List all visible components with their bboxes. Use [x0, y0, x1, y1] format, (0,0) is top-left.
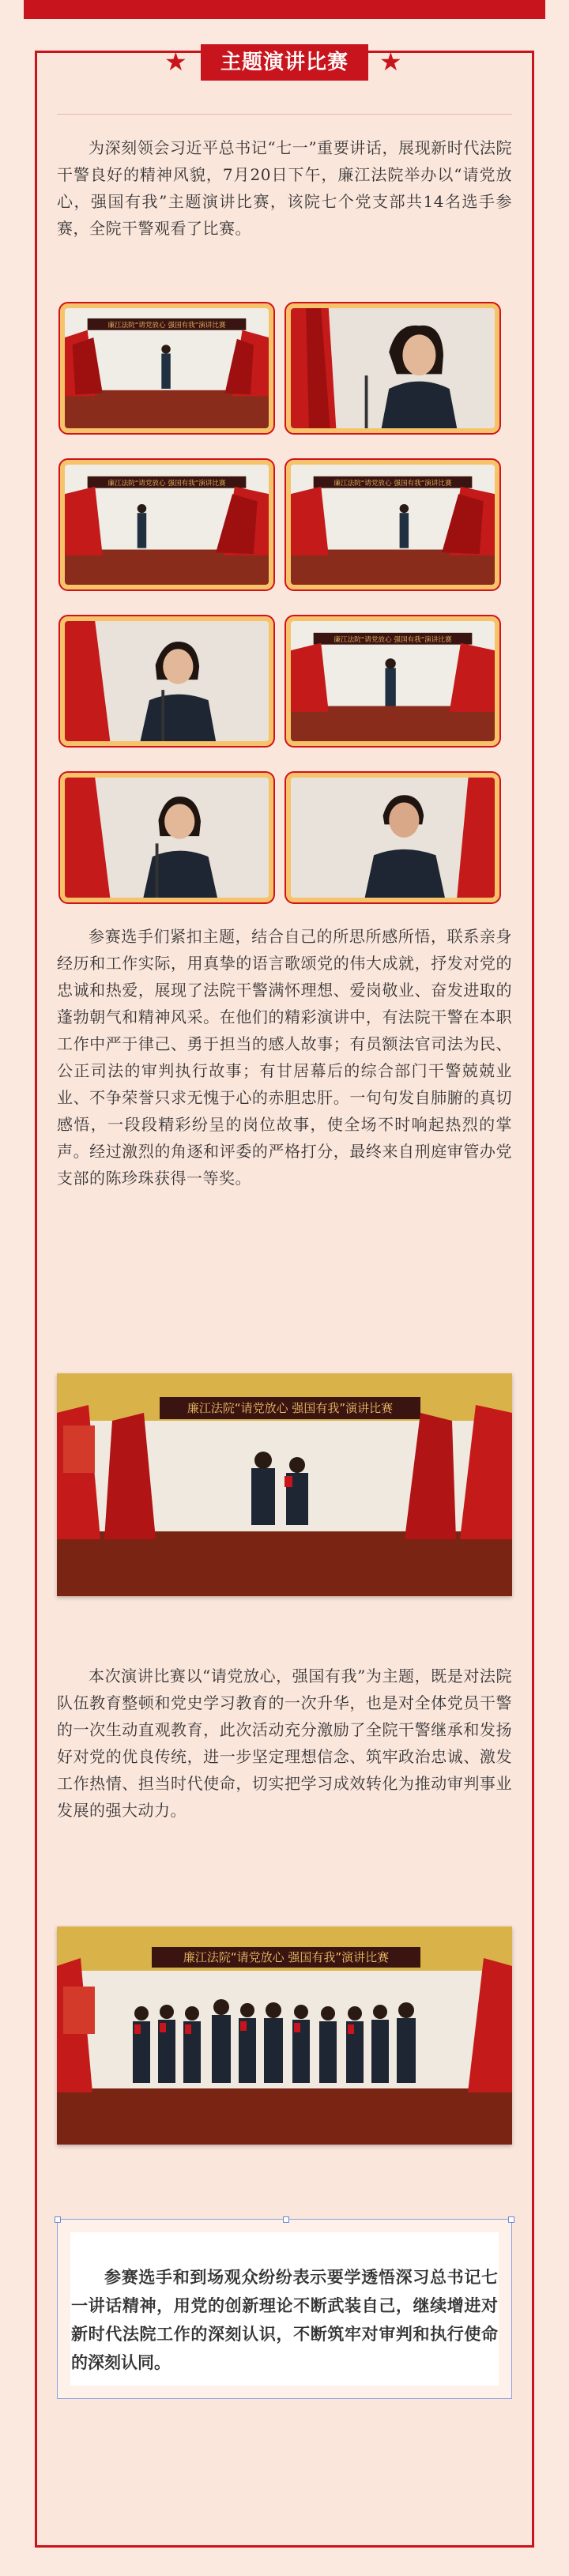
top-red-bar — [24, 0, 545, 19]
photo-speaker-stage-4[interactable] — [286, 616, 499, 746]
photo-banner-text: 廉江法院“请党放心 强国有我”演讲比赛 — [333, 635, 452, 643]
photo-banner-text: 廉江法院“请党放心 强国有我”演讲比赛 — [183, 1950, 390, 1964]
page-title: 主题演讲比赛 — [201, 44, 368, 81]
photo-award-winner[interactable] — [57, 1373, 512, 1596]
photo-group[interactable] — [57, 1926, 512, 2145]
intro-paragraph: 为深刻领会习近平总书记“七一”重要讲话，展现新时代法院干警良好的精神风貌，7月20日下午，廉江法院举办以“请党放心，强国有我”主题演讲比赛，该院七个党支部共14名选手参赛，全院干警观看了比赛。 — [57, 138, 512, 238]
conclusion-paragraph: 本次演讲比赛以“请党放心，强国有我”为主题，既是对法院队伍教育整顿和党史学习教育的一次升华，也是对全体党员干警的一次生动直观教育，此次活动充分激励了全院干警继承和发扬好对党的优良传统，进一步坚定理想信念、筑牢政治忠诚、激发工作热情、担当时代使命，切实把学习成效转化为推动审判事业发展的强大动力。 — [57, 1666, 512, 1820]
photo-banner-text: 廉江法院“请党放心 强国有我”演讲比赛 — [333, 479, 452, 487]
photo-speaker-stage-1[interactable] — [60, 303, 273, 433]
photo-speaker-closeup-3[interactable] — [60, 773, 273, 902]
middle-paragraph: 参赛选手们紧扣主题，结合自己的所思所感所悟，联系亲身经历和工作实际，用真挚的语言歌颂党的伟大成就，抒发对党的忠诚和热爱，展现了法院干警满怀理想、爱岗敬业、奋发进取的蓬勃朝气和精神风采。在他们的精彩演讲中，有法院干警在本职工作中严于律己、勇于担当的感人故事；有员额法官司法为民、公正司法的审判执行故事；有甘居幕后的综合部门干警兢兢业业、不争荣誉只求无愧于心的赤胆忠肝。一句句发自肺腑的真切感悟，一段段精彩纷呈的岗位故事，使全场不时响起热烈的掌声。经过激烈的角逐和评委的严格打分，最终来自刑庭审管办党支部的陈珍珠获得一等奖。 — [57, 927, 512, 1188]
selection-handle[interactable] — [283, 2216, 289, 2223]
title-header — [0, 44, 569, 82]
photo-speaker-stage-2[interactable] — [60, 460, 273, 589]
photo-speaker-closeup-4[interactable] — [286, 773, 499, 902]
divider — [57, 114, 512, 115]
photo-banner-text: 廉江法院“请党放心 强国有我”演讲比赛 — [107, 321, 226, 330]
photo-speaker-stage-3[interactable] — [286, 460, 499, 589]
selection-handle[interactable] — [55, 2216, 61, 2223]
star-icon: ★ — [379, 47, 402, 77]
photo-banner-text: 廉江法院“请党放心 强国有我”演讲比赛 — [107, 479, 226, 487]
closing-quote-text: 参赛选手和到场观众纷纷表示要学透悟深习总书记七一讲话精神，用党的创新理论不断武装自己，继续增进对新时代法院工作的深刻认识，不断筑牢对审判和执行使命的深刻认同。 — [71, 2267, 498, 2372]
photo-speaker-closeup-1[interactable] — [286, 303, 499, 433]
photo-banner-text: 廉江法院“请党放心 强国有我”演讲比赛 — [187, 1401, 394, 1415]
star-icon: ★ — [164, 47, 187, 77]
selection-handle[interactable] — [508, 2216, 514, 2223]
photo-speaker-closeup-2[interactable] — [60, 616, 273, 746]
